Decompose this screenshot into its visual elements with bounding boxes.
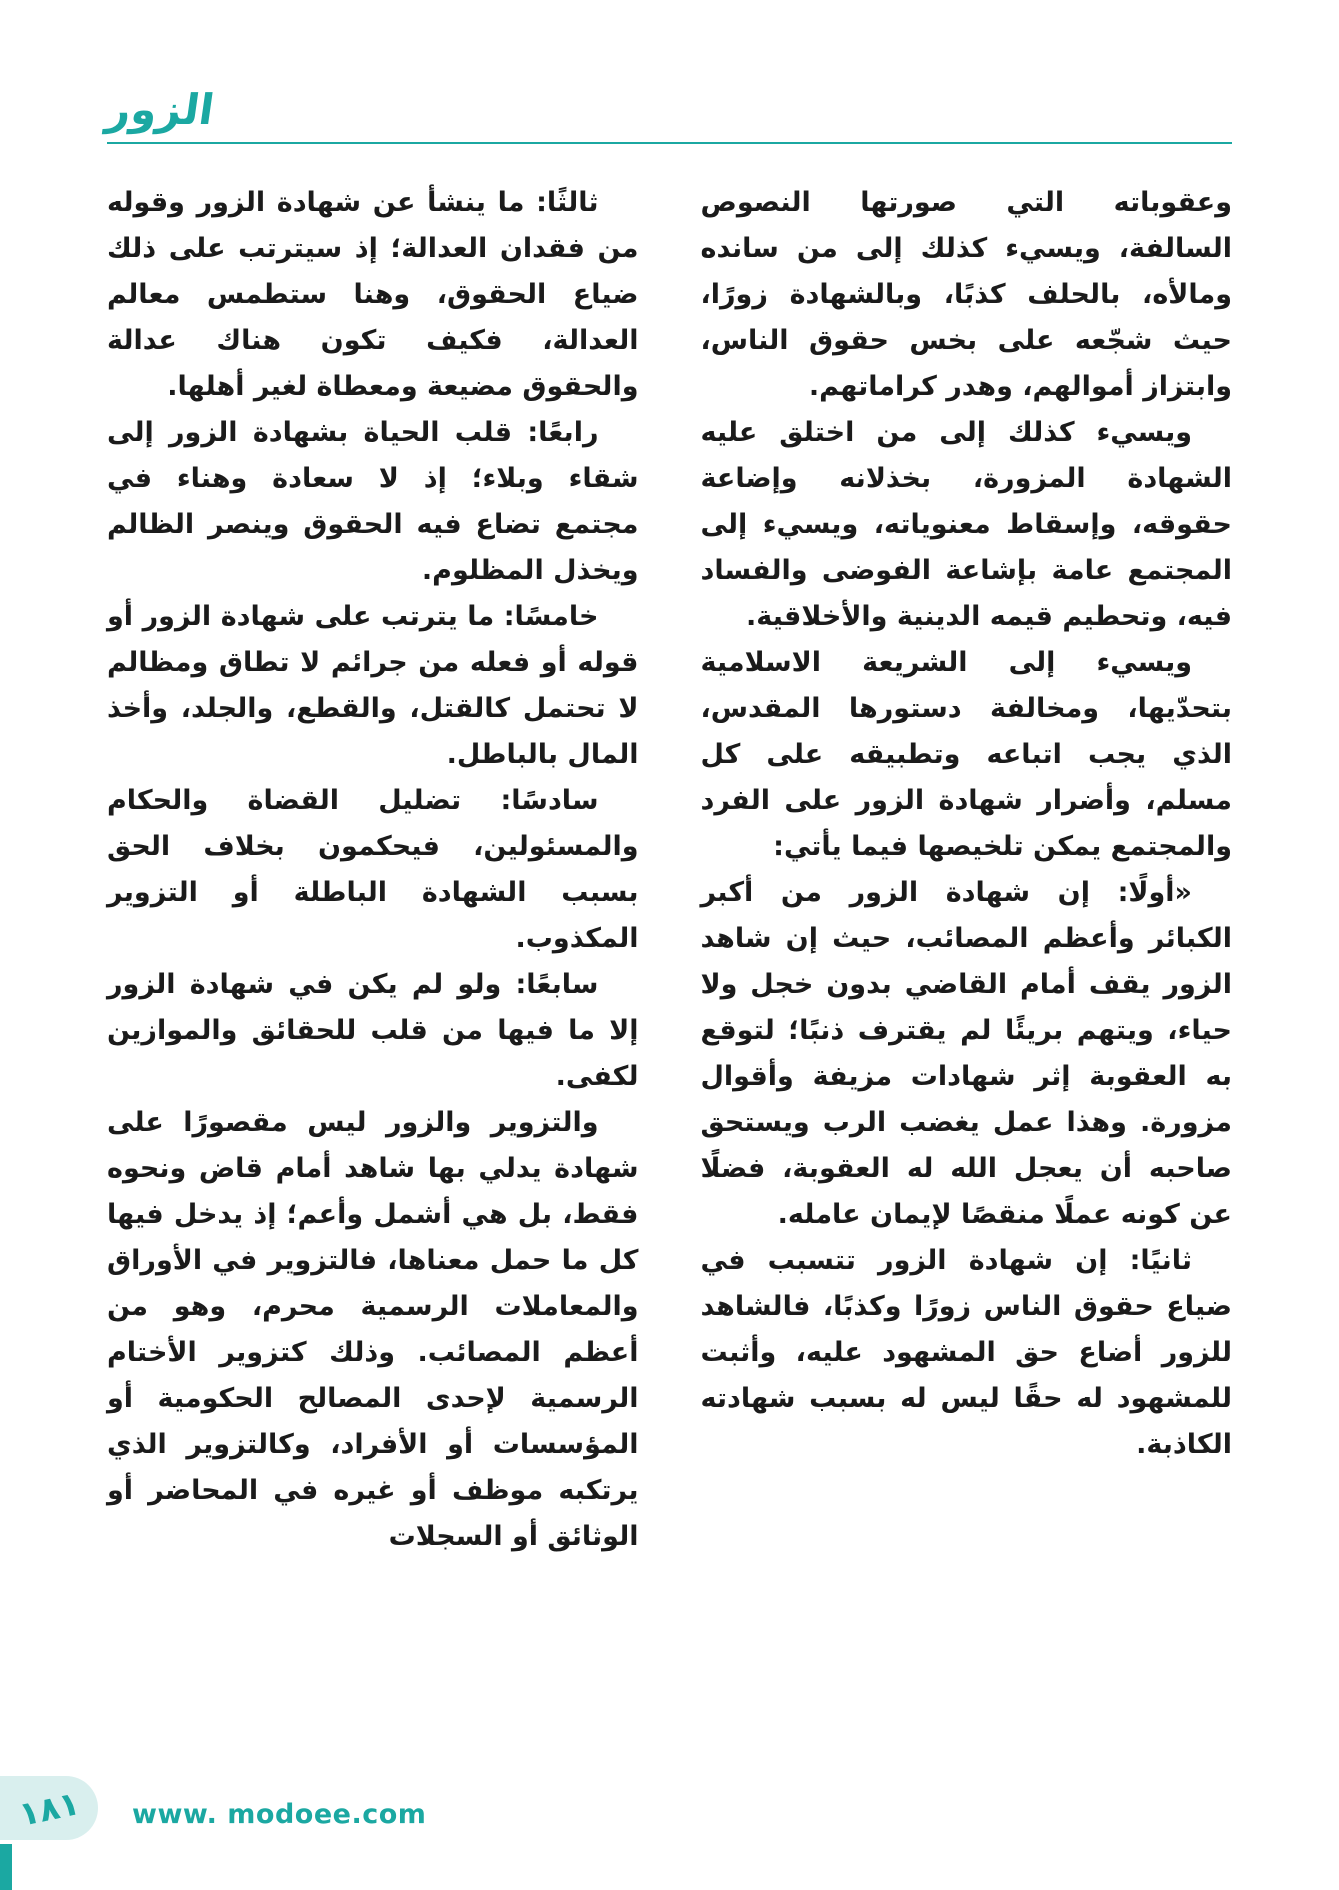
paragraph: والتزوير والزور ليس مقصورًا على شهادة يدلي بها شاهد أمام قاض ونحوه فقط، بل هي أشمل وأعم؛ إذ يدخل فيها كل ما حمل معناها، فالتزوير في الأوراق والمعاملات الرسمية محرم، وهو من أعظم المصائب. وذلك كتزوير الأختام الرسمية لإحدى المصالح الحكومية أو المؤسسات أو الأفراد، وكالتزوير الذي يرتكبه موظف أو غيره في المحاضر أو الوثائق أو السجلات: [107, 1107, 639, 1552]
paragraph: ثالثًا: ما ينشأ عن شهادة الزور وقوله من فقدان العدالة؛ إذ سيترتب على ذلك ضياع الحقوق، وهنا ستطمس معالم العدالة، فكيف تكون هناك عدالة والحقوق مضيعة ومعطاة لغير أهلها.: [107, 187, 639, 402]
header-divider: [107, 142, 1232, 144]
paragraph: سابعًا: ولو لم يكن في شهادة الزور إلا ما فيها من قلب للحقائق والموازين لكفى.: [107, 969, 639, 1092]
page-number: ١٨١: [15, 1782, 83, 1834]
page-header: [103, 85, 1232, 144]
page-number-tab: [0, 1776, 98, 1840]
paragraph: خامسًا: ما يترتب على شهادة الزور أو قوله أو فعله من جرائم لا تطاق ومظالم لا تحتمل كالقتل، والقطع، والجلد، وأخذ المال بالباطل.: [107, 601, 639, 770]
edge-accent-bar: [0, 1844, 12, 1890]
paragraph: ويسيء كذلك إلى من اختلق عليه الشهادة المزورة، بخذلانه وإضاعة حقوقه، وإسقاط معنوياته، ويسيء إلى المجتمع عامة بإشاعة الفوضى والفساد فيه، وتحطيم قيمه الدينية والأخلاقية.: [700, 417, 1232, 632]
left-column: [107, 180, 639, 1770]
paragraph: وعقوباته التي صورتها النصوص السالفة، ويسيء كذلك إلى من سانده ومالأه، بالحلف كذبًا، وبالشهادة زورًا، حيث شجّعه على بخس حقوق الناس، وابتزاز أموالهم، وهدر كراماتهم.: [700, 187, 1232, 402]
right-column: [701, 180, 1233, 1770]
paragraph: رابعًا: قلب الحياة بشهادة الزور إلى شقاء وبلاء؛ إذ لا سعادة وهناء في مجتمع تضاع فيه الحقوق وينصر الظالم ويخذل المظلوم.: [107, 417, 639, 586]
paragraph: ويسيء إلى الشريعة الاسلامية بتحدّيها، ومخالفة دستورها المقدس، الذي يجب اتباعه وتطبيقه على كل مسلم، وأضرار شهادة الزور على الفرد والمجتمع يمكن تلخيصها فيما يأتي:: [700, 647, 1232, 862]
paragraph: «أولًا: إن شهادة الزور من أكبر الكبائر وأعظم المصائب، حيث إن شاهد الزور يقف أمام القاضي بدون خجل ولا حياء، ويتهم بريئًا لم يقترف ذنبًا؛ لتوقع به العقوبة إثر شهادات مزيفة وأقوال مزورة. وهذا عمل يغضب الرب ويستحق صاحبه أن يعجل الله له العقوبة، فضلًا عن كونه عملًا منقصًا لإيمان عامله.: [700, 877, 1232, 1230]
page-title: الزور: [103, 85, 218, 134]
content-columns: [107, 180, 1232, 1770]
paragraph: سادسًا: تضليل القضاة والحكام والمسئولين، فيحكمون بخلاف الحق بسبب الشهادة الباطلة أو التزوير المكذوب.: [107, 785, 639, 954]
website-link[interactable]: www. modoee.com: [132, 1799, 427, 1830]
paragraph: ثانيًا: إن شهادة الزور تتسبب في ضياع حقوق الناس زورًا وكذبًا، فالشاهد للزور أضاع حق المشهود عليه، وأثبت للمشهود له حقًا ليس له بسبب شهادته الكاذبة.: [700, 1245, 1232, 1460]
